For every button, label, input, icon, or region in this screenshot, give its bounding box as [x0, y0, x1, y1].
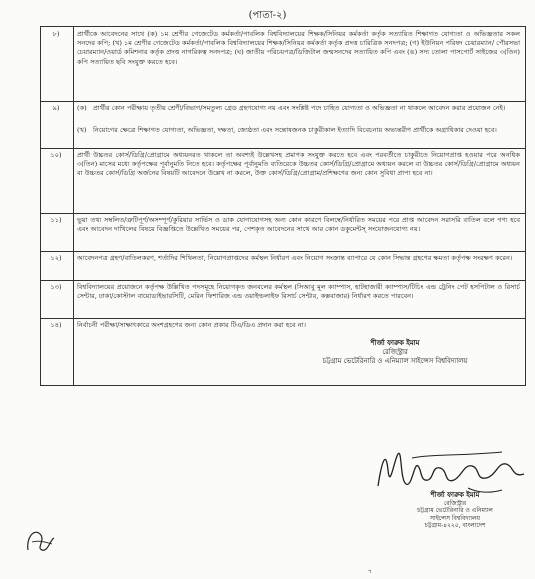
- row-divider: [41, 280, 525, 281]
- signatory-institution: চট্টগ্রাম ভেটেরিনারি ও এনিম্যাল সাইন্সেস বিশ্ববিদ্যালয়: [322, 357, 468, 365]
- row-divider: [41, 251, 525, 252]
- stamp-line-3: চট্টগ্রাম-৪২২৫, বাংলাদেশ: [424, 522, 486, 530]
- stamp-name: শীর্জা ফারুক ইমাম: [430, 491, 480, 499]
- subitem-mark: (খ): [77, 126, 87, 134]
- stamp-line-1: চট্টগ্রাম ভেটেরিনারি ও এনিম্যাল: [417, 507, 493, 515]
- condition-text: বিশ্ববিদ্যালয়ের প্রয়োজনে কর্তৃপক্ষ উল্লিখিত পদসমূহে নিয়োগকৃত জনবলের কর্মস্থল (সিআবু মূল ক্যাম্পাস, হাটহাজারী ক্যাম্পাস/টিচিং এন্ড ট্রেনিং পেট হসপিটাল ও রিসার্চ সেন্টার, ঢাকা/কোস্টাল বায়োডাইভারসিটি, মেরিন ফিশারিজ এন্ড ওয়াইল্ডলাইফ রিসার্চ সেন্টার, কক্সবাজার) নির্ধারণ করতে পারবেন।: [77, 283, 520, 301]
- signatory-name: শীর্জা ফারুক ইমাম: [370, 339, 420, 347]
- subitem-text: নিয়োগের ক্ষেত্রে শিক্ষাগত যোগ্যতা, অভিজ্ঞতা, দক্ষতা, জ্যেষ্ঠতা এবং সন্তোষজনক চাকুরীকাল ইত্যাদি বিবেচনায় অভ্যন্তরীণ প্রার্থীকে অগ্রাধিকার দেওয়া হবে।: [93, 126, 497, 134]
- condition-text: ভুয়া তথ্য সম্বলিত/ত্রুটিপূর্ণ/অসম্পূর্ণ/কুরিয়ার সার্ভিস ও ডাক যোগাযোগসহ অন্য কোন কারণে বিলম্বে/নির্ধারিত সময়ের পরে প্রাপ্ত আবেদন সরাসরি বাতিল বলে গণ্য হবে এবং আবেদন দাখিলের বিষয়ে বিজ্ঞপ্তিতে উল্লেখিত সময়ের পর, পেশকৃত আবেদনের সাথে আর কোন ডকুমেন্টস্ সংযোজনযোগ্য নয়।: [77, 216, 520, 234]
- condition-number: ১৪): [50, 321, 62, 329]
- condition-text: প্রার্থীকে আবেদনের সাথে (ক) ১ম শ্রেণীর গেজেটেড কর্মকর্তা/পাবলিক বিশ্ববিদ্যালয়ের শিক্ষক/সিনিয়র কর্মকর্তা কর্তৃক সত্যায়িত শিক্ষাগত যোগ্যতা ও অভিজ্ঞতার সকল সনদের কপি; (খ) ১ম শ্রেণীর গেজেটেড কর্মকর্তা/পাবলিক বিশ্ববিদ্যালয়ের শিক্ষক/সিনিয়র কর্মকর্তা কর্তৃক প্রদত্ত চারিত্রিক সনদপত্র; (গ) ইউনিয়ন পরিষদ চেয়ারম্যান/ পৌরসভা চেয়ারম্যান/ওয়ার্ড কমিশনার কর্তৃক প্রদত্ত নাগরিকত্ব সনদপত্র; (ঘ) জাতীয় পরিচয়পত্র/ডিজিটাল জন্মসনদের সত্যায়িত কপি এবং (ঙ) সদ্য তোলা পাসপোর্ট সাইজের ৩(তিন) কপি সত্যায়িত ছবি সংযুক্ত করতে হবে।: [77, 30, 520, 66]
- condition-number: ৮): [52, 30, 60, 38]
- condition-number: ১০): [50, 151, 62, 159]
- condition-number: ১৩): [50, 283, 62, 291]
- condition-number: ১২): [50, 254, 62, 262]
- stamp-line-2: সাইন্সেস বিশ্ববিদ্যালয়: [429, 514, 480, 522]
- signatory-block: [285, 339, 505, 366]
- row-divider: [41, 213, 525, 214]
- condition-number: ১১): [50, 216, 62, 224]
- signatory-designation: রেজিস্ট্রার: [382, 348, 408, 356]
- initials-signature: [20, 520, 60, 560]
- condition-row-8: [41, 30, 525, 96]
- condition-text: আবেদনপত্র গ্রহণ/বাতিলকরণ, শর্তাদির শিথিলতা, নিয়োগপ্রাপ্তদের কর্মস্থল নির্ধারণ এবং নিয়োগ সংক্রান্ত ব্যাপারে যে কোন সিদ্ধান্ত গ্রহণের ক্ষমতা কর্তৃপক্ষ সংরক্ষণ করেন।: [77, 254, 513, 262]
- condition-number: ৯): [52, 104, 60, 112]
- footer-mark: ৭: [368, 568, 372, 575]
- subitem-mark: (ক): [77, 104, 87, 112]
- row-divider: [41, 148, 525, 149]
- condition-text: প্রার্থী উচ্চতর কোর্স/ডিগ্রি/প্রোগ্রামে অধ্যয়নরত থাকলে তা অবশ্যই উল্লেখসহ প্রমাণক সংযুক্ত করতে হবে এবং পরবর্তীতে চাকুরীতে নিয়োগপ্রাপ্ত হওয়ার পরে অনধিক ৩(তিন) মাসের মধ্যে কর্তৃপক্ষের পূর্বানুমতি নিতে হবে। কর্তৃপক্ষের পূর্বানুমতি ব্যতিরেকে উচ্চতর কোর্স/ডিগ্রি/প্রোগ্রামে অধ্যয়ন করলে বা উচ্চতর কোর্স/ডিগ্রি/প্রোগ্রামে অধ্যয়ন বা উচ্চতর কোর্স/ডিগ্রি অর্জনের বিষয়টি আবেদনে উল্লেখ না করলে, উক্ত কোর্স/ডিগ্রি/প্রোগ্রাম/প্রশিক্ষণের জন্য কোন সুবিধা প্রাপ্য হবে না।: [77, 151, 520, 178]
- conditions-table: [40, 26, 526, 386]
- official-stamp: [385, 492, 525, 530]
- stamp-designation: রেজিস্ট্রার: [443, 499, 467, 507]
- condition-text: নির্বাচনী পরীক্ষা/সাক্ষাৎকারে অংশগ্রহণের জন্য কোন প্রকার টিএ/ডিএ প্রদান করা হবে না।: [77, 321, 306, 329]
- row-divider: [41, 101, 525, 102]
- subitem-text: প্রার্থীর কোন পরীক্ষায় তৃতীয় শ্রেণী/বিভাগ/সমতুল্য গ্রেড গ্রহণযোগ্য নয় এবং সংশ্লিষ্ট পদে চাহিত যোগ্যতা ও অভিজ্ঞতা না থাকলে আবেদন করার প্রয়োজন নেই।: [93, 104, 506, 112]
- row-divider: [41, 318, 525, 319]
- page-number-label: (পাতা-২): [248, 10, 287, 21]
